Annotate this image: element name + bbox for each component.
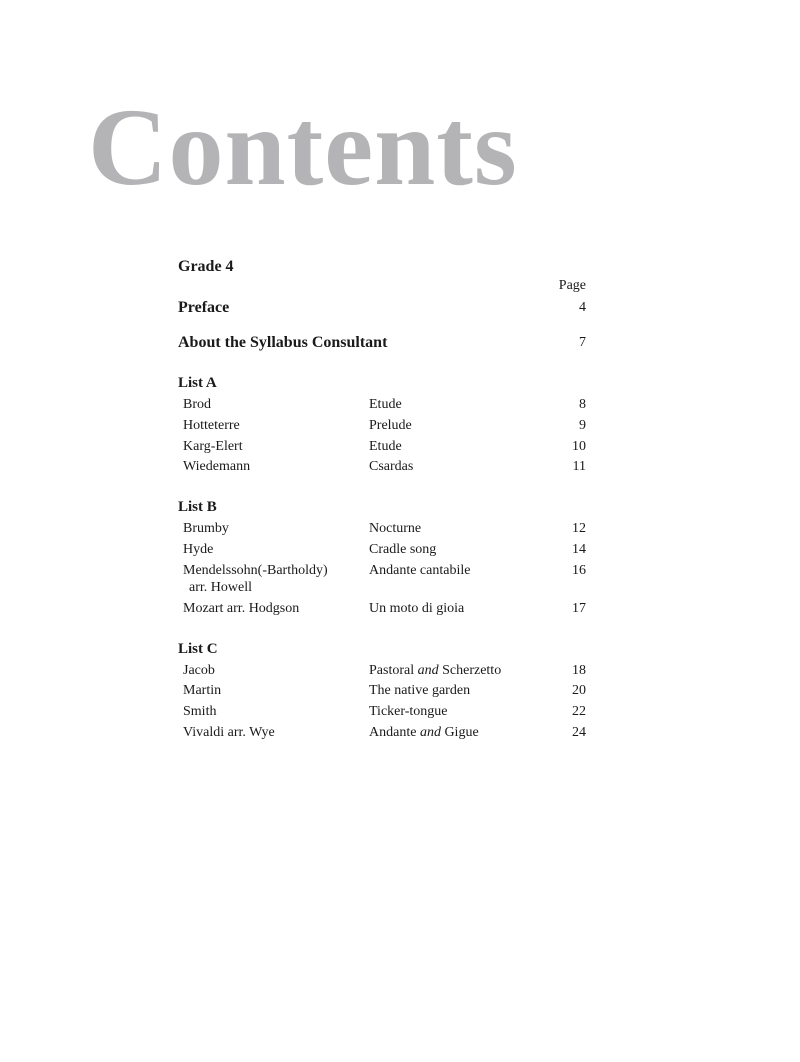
toc-entry-about-consultant[interactable] [178,334,586,352]
list-c-heading: List C [178,641,218,657]
toc-page-number: 24 [572,725,586,740]
piece-title-part: Andante [369,725,417,740]
piece-title-and: and [419,725,441,740]
list-a-heading: List A [178,375,217,391]
composer: Smith [183,704,217,719]
piece-title-part: Gigue [444,725,479,740]
composer: Karg-Elert [183,439,243,454]
piece-title: Un moto di gioia [369,601,465,616]
list-b-heading: List B [178,499,217,515]
piece-title: Csardas [369,459,414,474]
toc-page-number: 18 [572,663,586,678]
composer: Brod [183,397,211,412]
composer: Jacob [183,663,215,678]
toc-entry-label: About the Syllabus Consultant [178,334,388,351]
piece-title-part: Scherzetto [442,663,502,678]
composer: Hyde [183,542,214,557]
composer-line-1: Mendelssohn(-Bartholdy) [183,563,328,578]
piece-title: The native garden [369,683,471,698]
piece-title [369,662,501,679]
piece-title: Ticker-tongue [369,704,448,719]
composer: Wiedemann [183,459,251,474]
composer [183,562,368,596]
composer: Mozart arr. Hodgson [183,601,300,616]
toc-page-number: 7 [579,335,586,350]
toc-page-number: 20 [572,683,586,698]
piece-title: Etude [369,397,402,412]
piece-title [369,724,479,741]
toc-page-number: 10 [572,439,586,454]
composer: Martin [183,683,222,698]
page-column-header: Page [558,278,586,293]
toc-entry-label: Preface [178,299,230,316]
piece-title-part: Pastoral [369,663,415,678]
composer: Brumby [183,521,229,536]
piece-title: Nocturne [369,521,422,536]
toc-page-number: 14 [572,542,586,557]
toc-page-number: 17 [572,601,586,616]
page-title: Contents [88,86,518,208]
piece-title: Etude [369,439,402,454]
toc-page-number: 16 [572,563,586,578]
composer: Vivaldi arr. Wye [183,725,275,740]
toc-page-number: 12 [572,521,586,536]
toc-page-number: 9 [579,418,586,433]
piece-title: Prelude [369,418,412,433]
toc-page-number: 8 [579,397,586,412]
toc-entry-preface[interactable] [178,299,586,317]
piece-title-and: and [417,663,439,678]
toc-page-number: 22 [572,704,586,719]
toc-page-number: 11 [572,459,586,474]
piece-title: Cradle song [369,542,437,557]
composer: Hotteterre [183,418,240,433]
toc-page-number: 4 [579,300,586,315]
piece-title: Andante cantabile [369,563,471,578]
composer-line-2: arr. Howell [189,580,252,595]
grade-heading: Grade 4 [178,258,234,275]
